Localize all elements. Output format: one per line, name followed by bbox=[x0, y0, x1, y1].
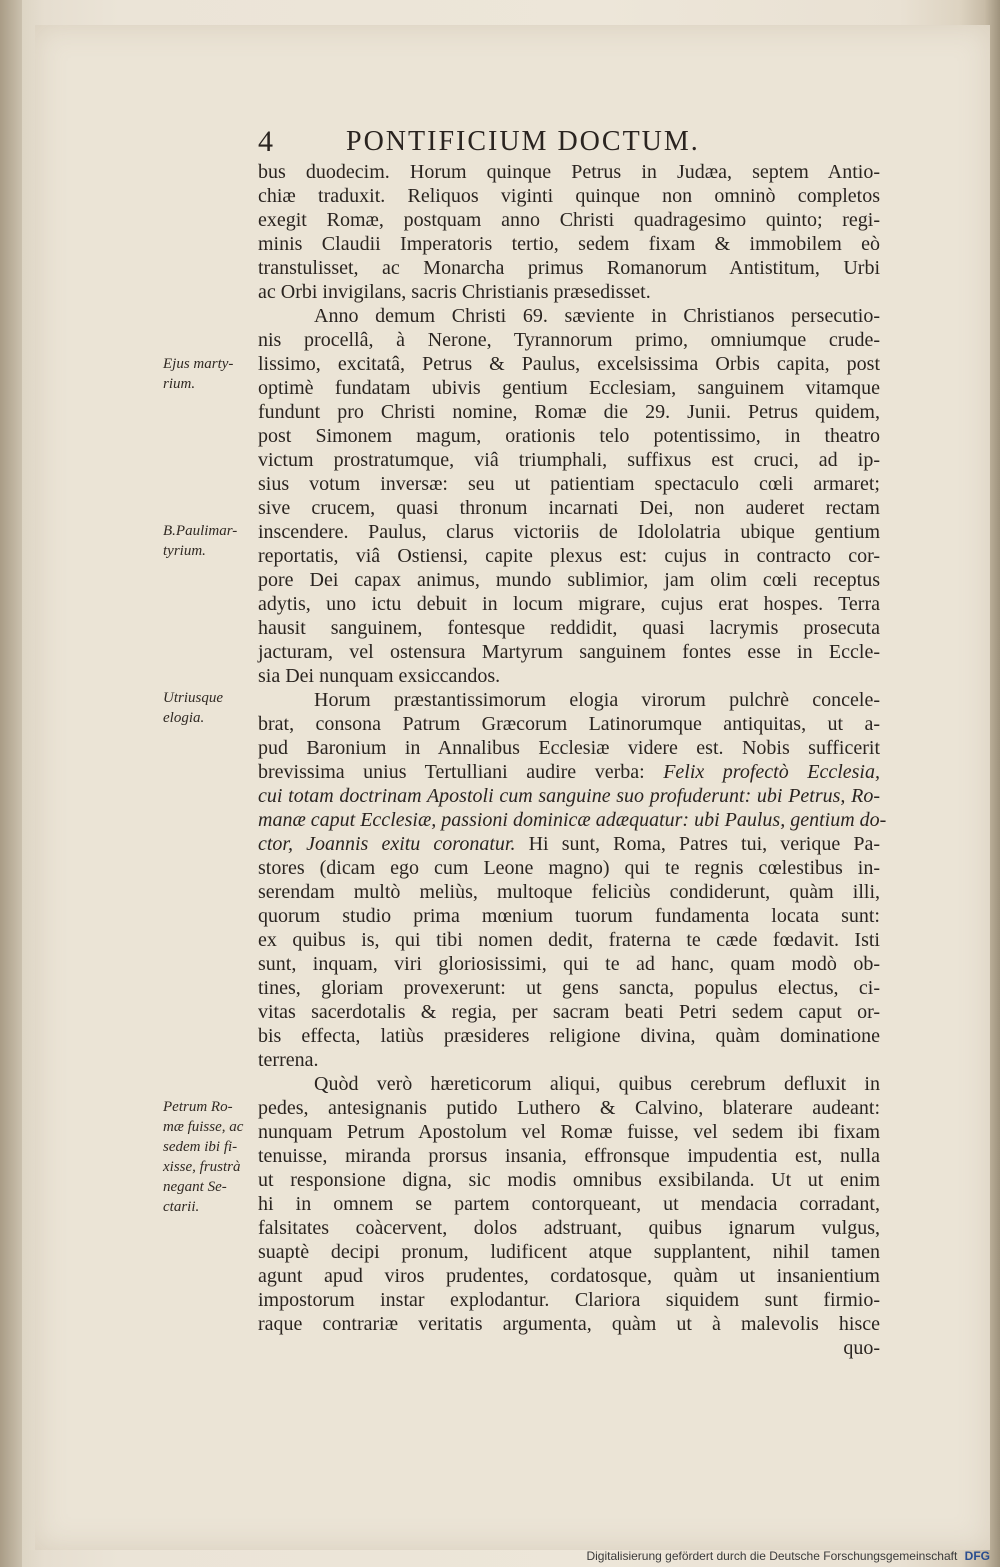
text-line: pedes, antesignanis putido Luthero & Calvino, blaterare audeant: bbox=[258, 1097, 880, 1119]
marginal-note-petrum-romae bbox=[163, 1097, 263, 1217]
quotation-text: Felix profectò Ecclesia, bbox=[663, 761, 880, 783]
text-line: ex quibus is, qui tibi nomen dedit, fraterna te cæde fœdavit. Isti bbox=[258, 929, 880, 951]
text-line: jacturam, vel ostensura Martyrum sanguinem fontes esse in Eccle- bbox=[258, 641, 880, 663]
marginal-note-line: tyrium. bbox=[163, 543, 206, 559]
text-line: raque contrariæ veritatis argumenta, quàm ut à malevolis hisce bbox=[258, 1313, 880, 1335]
text-line: impostorum instar explodantur. Clariora siquidem sunt firmio- bbox=[258, 1289, 880, 1311]
text-line: pore Dei capax animus, mundo sublimior, jam olim cœli receptus bbox=[258, 569, 880, 591]
text-line: terrena. bbox=[258, 1049, 319, 1071]
text-line: brevissima unius Tertulliani audire verba: Felix profectò Ecclesia, bbox=[258, 761, 880, 783]
text-line: reportatis, viâ Ostiensi, capite plexus est: cujus in contracto cor- bbox=[258, 545, 880, 567]
text-line: sia Dei nunquam exsiccandos. bbox=[258, 665, 501, 687]
text-line: bus duodecim. Horum quinque Petrus in Judæa, septem Antio- bbox=[258, 161, 880, 183]
digitization-credit bbox=[586, 1549, 990, 1563]
text-line: Quòd verò hæreticorum aliqui, quibus cerebrum defluxit in bbox=[314, 1073, 880, 1095]
text-line: quorum studio prima mœnium tuorum fundamenta locata sunt: bbox=[258, 905, 880, 927]
text-line: fundunt pro Christi nomine, Romæ die 29. Junii. Petrus quidem, bbox=[258, 401, 880, 423]
text-line: victum prostratumque, viâ triumphali, suffixus est cruci, ad ip- bbox=[258, 449, 880, 471]
text-line: serendam multò meliùs, multoque feliciùs condiderunt, quàm illi, bbox=[258, 881, 880, 903]
marginal-note-line: ctarii. bbox=[163, 1199, 200, 1215]
text-line: bis effecta, latiùs præsideres religione divina, quàm dominatione bbox=[258, 1025, 880, 1047]
book-gutter bbox=[0, 0, 22, 1567]
marginal-note-martyrium bbox=[163, 354, 263, 394]
marginal-note-line: B.Paulimar- bbox=[163, 523, 238, 539]
text-line: vitas sacerdotalis & regia, per sacram beati Petri sedem caput or- bbox=[258, 1001, 880, 1023]
page-number: 4 bbox=[258, 125, 273, 158]
running-title: PONTIFICIUM DOCTUM. bbox=[346, 126, 700, 157]
text-line: falsitates coàcervent, dolos adstruant, quibus ignarum vulgus, bbox=[258, 1217, 880, 1239]
text-line: sive crucem, quasi thronum incarnati Dei, non auderet rectam bbox=[258, 497, 880, 519]
text-line: Horum præstantissimorum elogia virorum pulchrè concele- bbox=[314, 689, 880, 711]
text-line: minis Claudii Imperatoris tertio, sedem fixam & immobilem eò bbox=[258, 233, 880, 255]
text-line: brat, consona Patrum Græcorum Latinorumque antiquitas, ut a- bbox=[258, 713, 880, 735]
marginal-note-line: xisse, frustrà bbox=[163, 1159, 241, 1175]
text-line: chiæ traduxit. Reliquos viginti quinque non omninò completos bbox=[258, 185, 880, 207]
dfg-logo: DFG bbox=[964, 1549, 990, 1563]
marginal-note-line: Petrum Ro- bbox=[163, 1099, 233, 1115]
main-text bbox=[258, 160, 887, 1360]
credit-text: Digitalisierung gefördert durch die Deutsche Forschungsgemeinschaft bbox=[586, 1549, 958, 1563]
text-line: Anno demum Christi 69. sæviente in Christianos persecutio- bbox=[314, 305, 880, 327]
text-line: hausit sanguinem, fontesque reddidit, quasi lacrymis prosecuta bbox=[258, 617, 880, 639]
text-line: lissimo, excitatâ, Petrus & Paulus, excelsissima Orbis capita, post bbox=[258, 353, 880, 375]
marginal-note-elogia bbox=[163, 688, 263, 728]
catchword: quo- bbox=[843, 1337, 880, 1359]
quotation-text: ctor, Joannis exitu coronatur. bbox=[258, 833, 516, 855]
marginal-note-line: rium. bbox=[163, 376, 196, 392]
text-line: ut responsione digna, sic modis omnibus exsibilanda. Ut ut enim bbox=[258, 1169, 880, 1191]
text-line: pud Baronium in Annalibus Ecclesiæ videre est. Nobis sufficerit bbox=[258, 737, 880, 759]
text-line: hi in omnem se partem contorqueant, ut mendacia corradant, bbox=[258, 1193, 880, 1215]
text-line: stores (dicam ego cum Leone magno) qui te regnis cœlestibus in- bbox=[258, 857, 880, 879]
marginal-note-line: mæ fuisse, ac bbox=[163, 1119, 244, 1135]
text-line: post Simonem magum, orationis telo potentissimo, in theatro bbox=[258, 425, 880, 447]
marginal-note-line: sedem ibi fi- bbox=[163, 1139, 238, 1155]
text-line: ac Orbi invigilans, sacris Christianis præsedisset. bbox=[258, 281, 651, 303]
marginal-note-line: negant Se- bbox=[163, 1179, 227, 1195]
text-line: transtulisset, ac Monarcha primus Romanorum Antistitum, Urbi bbox=[258, 257, 880, 279]
marginal-note-line: elogia. bbox=[163, 710, 205, 726]
text-line: manæ caput Ecclesiæ, passioni dominicæ adæquatur: ubi Paulus, gentium do- bbox=[258, 809, 887, 831]
running-header bbox=[258, 120, 788, 164]
text-line: agunt apud viros prudentes, cordatosque, quàm ut insanientium bbox=[258, 1265, 880, 1287]
text-line: optimè fundatam ubivis gentium Ecclesiam, sanguinem vitamque bbox=[258, 377, 880, 399]
marginal-note-line: Utriusque bbox=[163, 690, 223, 706]
marginal-note-line: Ejus marty- bbox=[163, 356, 234, 372]
text-line: exegit Romæ, postquam anno Christi quadragesimo quinto; regi- bbox=[258, 209, 880, 231]
text-line: sunt, inquam, viri gloriosissimi, qui te ad hanc, quam modò ob- bbox=[258, 953, 880, 975]
text-line: adytis, uno ictu debuit in locum migrare, cujus erat hospes. Terra bbox=[258, 593, 880, 615]
text-line: inscendere. Paulus, clarus victoriis de Idololatria ubique gentium bbox=[258, 521, 880, 543]
text-line: sius votum inversæ: seu ut patientiam spectaculo cœli armaret; bbox=[258, 473, 880, 495]
text-line: nis procellâ, à Nerone, Tyrannorum primo, omniumque crude- bbox=[258, 329, 880, 351]
marginal-note-pauli-martyrium bbox=[163, 521, 263, 561]
text-line: cui totam doctrinam Apostoli cum sanguine suo profuderunt: ubi Petrus, Ro- bbox=[258, 785, 880, 807]
text-line: tenuisse, miranda prorsus insania, effronsque impudentia est, nulla bbox=[258, 1145, 880, 1167]
text-line: tines, gloriam provexerunt: ut gens sancta, populus electus, ci- bbox=[258, 977, 880, 999]
text-line: ctor, Joannis exitu coronatur. Hi sunt, Roma, Patres tui, verique Pa- bbox=[258, 833, 881, 855]
text-line: nunquam Petrum Apostolum vel Romæ fuisse, vel sedem ibi fixam bbox=[258, 1121, 880, 1143]
text-line: suaptè decipi pronum, ludificent atque supplantent, nihil tamen bbox=[258, 1241, 880, 1263]
